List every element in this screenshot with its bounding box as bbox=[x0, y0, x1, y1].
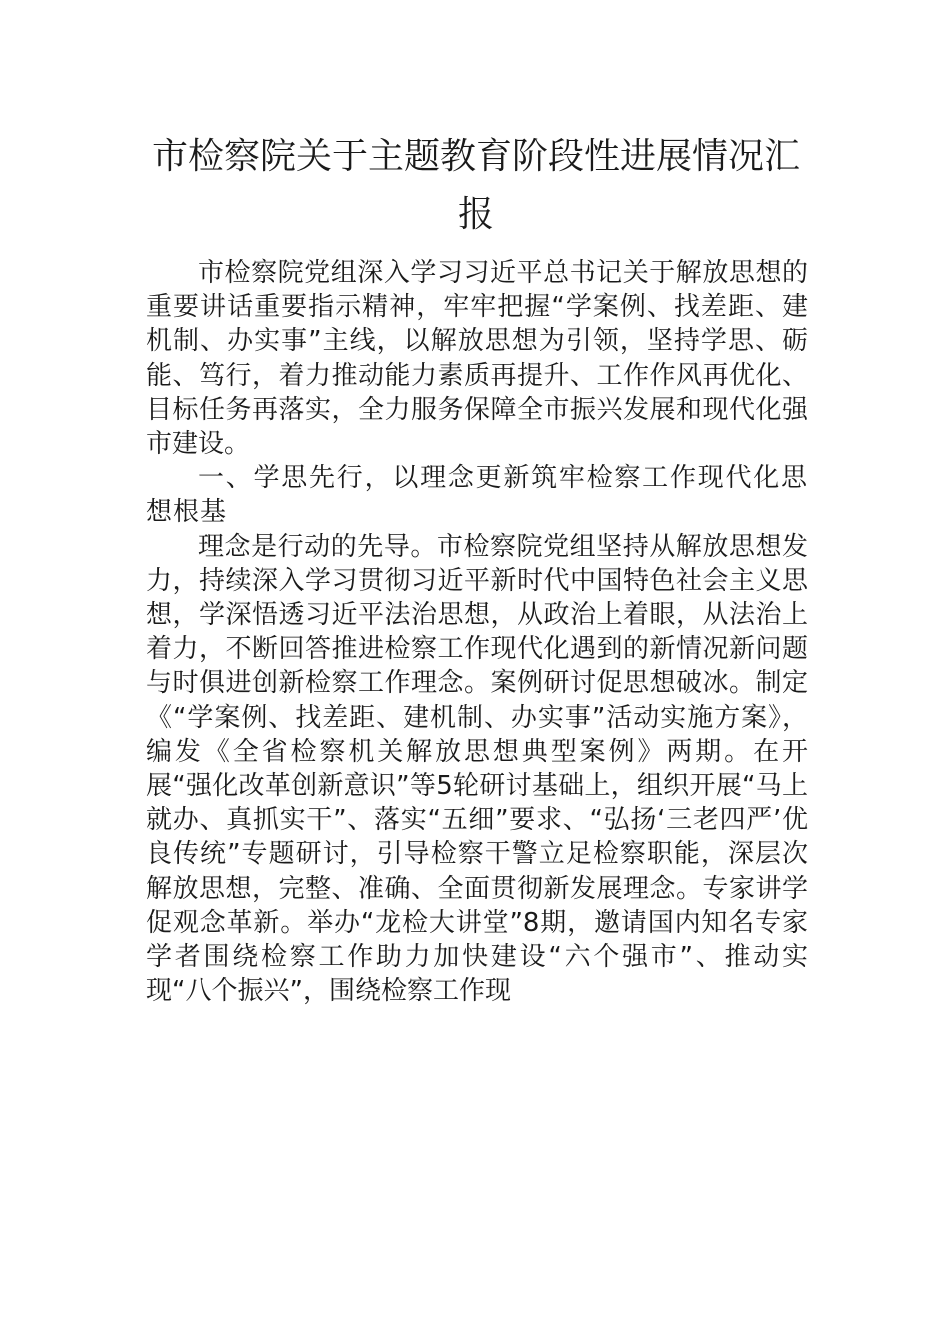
section-1-paragraph: 理念是行动的先导。市检察院党组坚持从解放思想发力，持续深入学习贯彻习近平新时代中国特色社会主义思想，学深悟透习近平法治思想，从政治上着眼，从法治上着力，不断回答推进检察工作现代化遇到的新情况新问题与时俱进创新检察工作理念。案例研讨促思想破冰。制定《“学案例、找差距、建机制、办实事”活动实施方案》，编发《全省检察机关解放思想典型案例》两期。在开展“强化改革创新意识”等5轮研讨基础上，组织开展“马上就办、真抓实干”、落实“五细”要求、“弘扬‘三老四严’优良传统”专题研讨，引导检察干警立足检察职能，深层次解放思想，完整、准确、全面贯彻新发展理念。专家讲学促观念革新。举办“龙检大讲堂”8期，邀请国内知名专家学者围绕检察工作助力加快建设“六个强市”、推动实现“八个振兴”，围绕检察工作现 bbox=[146, 531, 808, 1007]
intro-paragraph: 市检察院党组深入学习习近平总书记关于解放思想的重要讲话重要指示精神，牢牢把握“学案例、找差距、建机制、办实事”主线，以解放思想为引领，坚持学思、砺能、笃行，着力推动能力素质再提升、工作作风再优化、目标任务再落实，全力服务保障全市振兴发展和现代化强市建设。 bbox=[146, 258, 808, 460]
document-title: 市检察院关于主题教育阶段性进展情况汇报 bbox=[151, 136, 800, 235]
document-body bbox=[146, 256, 808, 1008]
section-heading-1: 一、学思先行，以理念更新筑牢检察工作现代化思想根基 bbox=[146, 463, 808, 528]
